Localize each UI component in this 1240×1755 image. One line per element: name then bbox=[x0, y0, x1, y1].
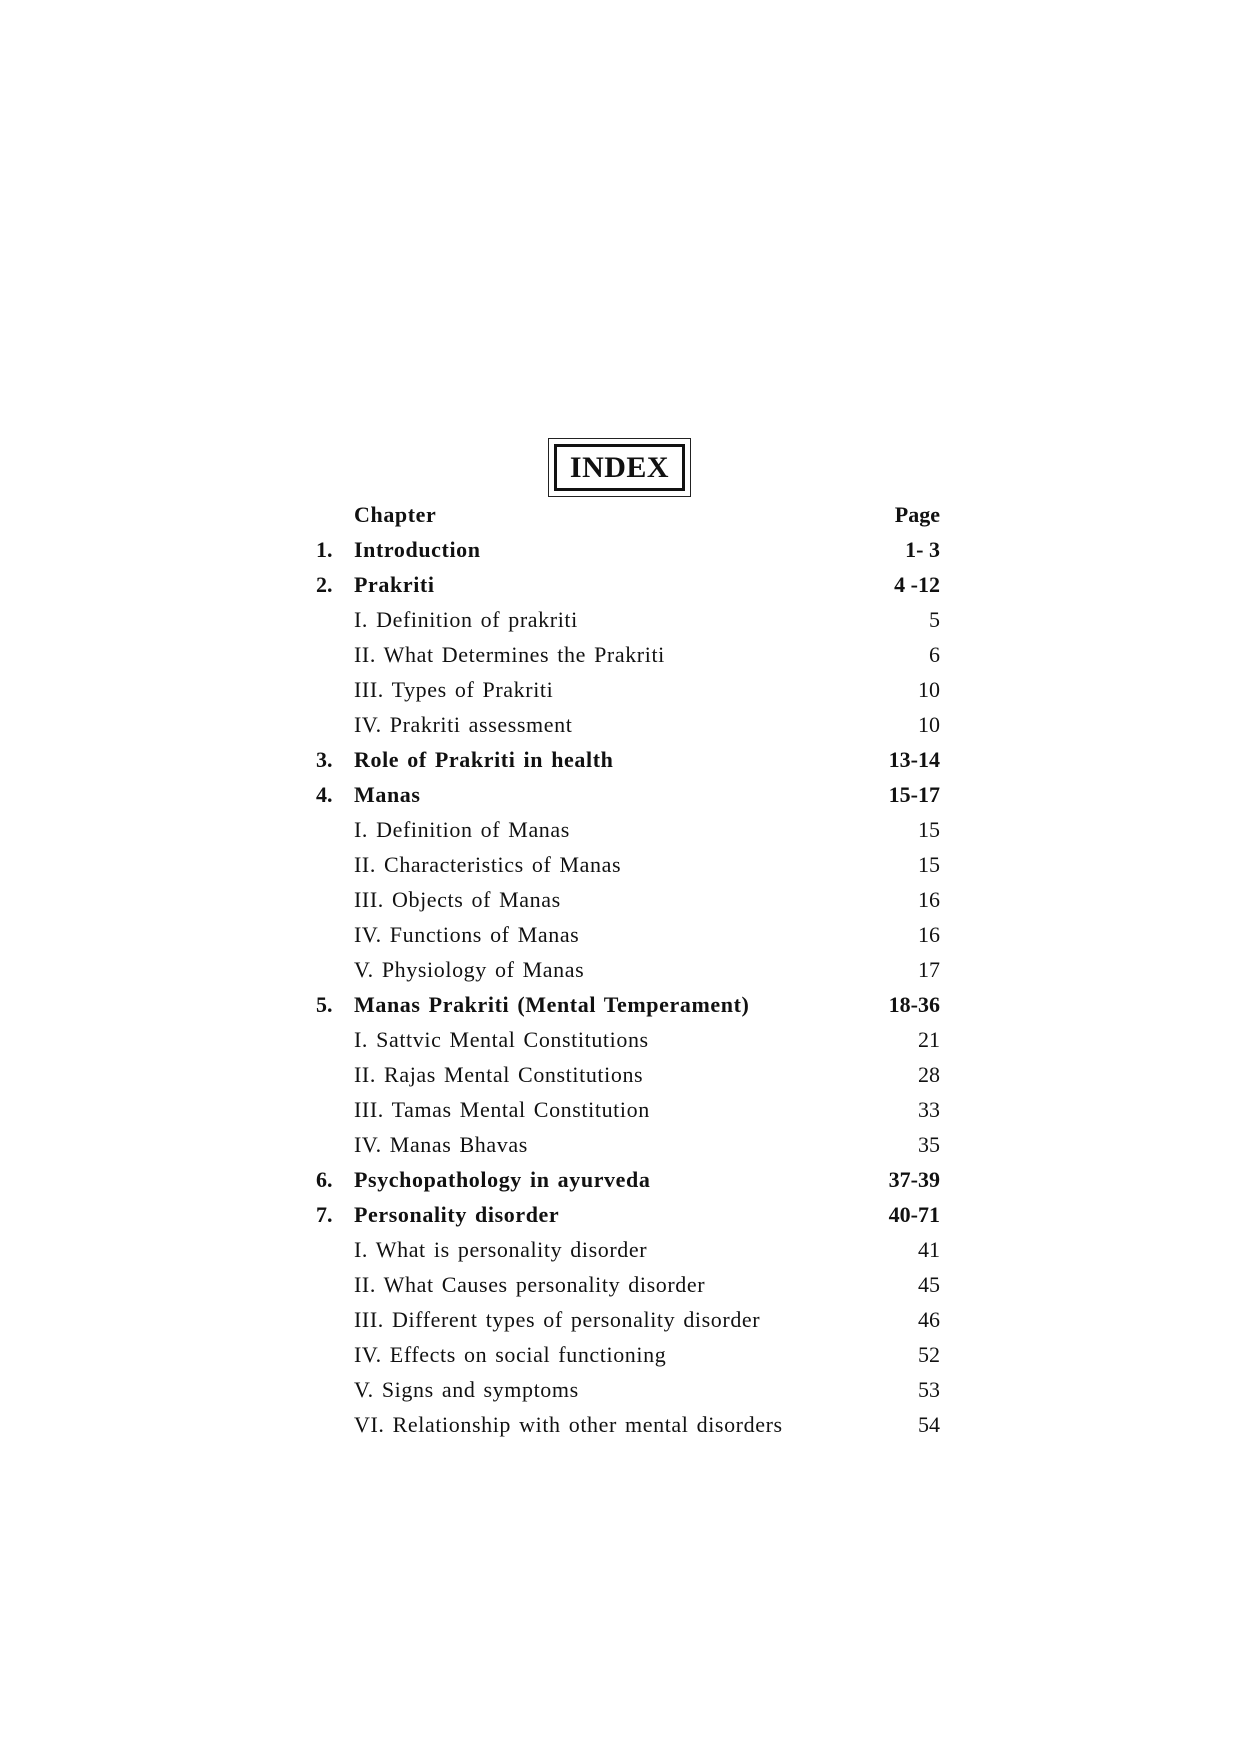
toc-section-row bbox=[316, 1407, 940, 1442]
table-of-contents bbox=[316, 497, 940, 1442]
page-number: 21 bbox=[918, 1027, 940, 1052]
chapter-number: 2. bbox=[316, 572, 333, 597]
page-number: 18-36 bbox=[888, 992, 940, 1017]
page-number: 15 bbox=[918, 817, 940, 842]
chapter-number: 7. bbox=[316, 1202, 333, 1227]
toc-section-row bbox=[316, 1092, 940, 1127]
page-number: 10 bbox=[918, 677, 940, 702]
page-number: 41 bbox=[918, 1237, 940, 1262]
toc-chapter-row bbox=[316, 1197, 940, 1232]
toc-chapter-row bbox=[316, 742, 940, 777]
chapter-number: 4. bbox=[316, 782, 333, 807]
toc-header bbox=[316, 497, 940, 532]
section-title: V. Physiology of Manas bbox=[354, 957, 585, 982]
toc-section-row bbox=[316, 1232, 940, 1267]
toc-section-row bbox=[316, 1127, 940, 1162]
chapter-title: Psychopathology in ayurveda bbox=[354, 1167, 651, 1192]
toc-section-row bbox=[316, 1372, 940, 1407]
page-column-header: Page bbox=[894, 502, 940, 527]
chapter-title: Manas bbox=[354, 782, 421, 807]
section-title: II. What Causes personality disorder bbox=[354, 1272, 706, 1297]
toc-section-row bbox=[316, 812, 940, 847]
section-title: VI. Relationship with other mental disorders bbox=[354, 1412, 783, 1437]
page-number: 16 bbox=[918, 922, 940, 947]
section-title: IV. Prakriti assessment bbox=[354, 712, 573, 737]
toc-section-row bbox=[316, 882, 940, 917]
page-number: 35 bbox=[918, 1132, 940, 1157]
chapter-number: 6. bbox=[316, 1167, 333, 1192]
toc-section-row bbox=[316, 707, 940, 742]
page-number: 5 bbox=[929, 607, 940, 632]
toc-section-row bbox=[316, 672, 940, 707]
index-title: INDEX bbox=[554, 444, 685, 491]
chapter-number: 5. bbox=[316, 992, 333, 1017]
page-number: 37-39 bbox=[888, 1167, 940, 1192]
section-title: III. Objects of Manas bbox=[354, 887, 561, 912]
chapter-title: Introduction bbox=[354, 537, 481, 562]
section-title: I. Sattvic Mental Constitutions bbox=[354, 1027, 649, 1052]
toc-section-row bbox=[316, 952, 940, 987]
toc-section-row bbox=[316, 917, 940, 952]
toc-section-row bbox=[316, 1057, 940, 1092]
page-number: 15 bbox=[918, 852, 940, 877]
toc-section-row bbox=[316, 1302, 940, 1337]
chapter-title: Role of Prakriti in health bbox=[354, 747, 614, 772]
page-number: 1- 3 bbox=[905, 537, 940, 562]
chapter-column-header: Chapter bbox=[354, 502, 437, 527]
toc-entries bbox=[316, 532, 940, 1442]
toc-section-row bbox=[316, 1022, 940, 1057]
page-number: 53 bbox=[918, 1377, 940, 1402]
section-title: IV. Manas Bhavas bbox=[354, 1132, 528, 1157]
chapter-number: 3. bbox=[316, 747, 333, 772]
page-number: 15-17 bbox=[888, 782, 940, 807]
section-title: I. Definition of Manas bbox=[354, 817, 570, 842]
section-title: IV. Functions of Manas bbox=[354, 922, 580, 947]
page-number: 28 bbox=[918, 1062, 940, 1087]
page-number: 13-14 bbox=[888, 747, 940, 772]
toc-section-row bbox=[316, 847, 940, 882]
section-title: II. Rajas Mental Constitutions bbox=[354, 1062, 644, 1087]
toc-chapter-row bbox=[316, 567, 940, 602]
chapter-title: Prakriti bbox=[354, 572, 435, 597]
toc-chapter-row bbox=[316, 777, 940, 812]
page-number: 17 bbox=[918, 957, 940, 982]
toc-section-row bbox=[316, 1267, 940, 1302]
page-number: 40-71 bbox=[888, 1202, 940, 1227]
page-number: 33 bbox=[918, 1097, 940, 1122]
toc-chapter-row bbox=[316, 1162, 940, 1197]
chapter-number: 1. bbox=[316, 537, 333, 562]
section-title: II. Characteristics of Manas bbox=[354, 852, 622, 877]
page-number: 46 bbox=[918, 1307, 940, 1332]
toc-chapter-row bbox=[316, 987, 940, 1022]
section-title: I. Definition of prakriti bbox=[354, 607, 578, 632]
section-title: III. Types of Prakriti bbox=[354, 677, 554, 702]
chapter-title: Manas Prakriti (Mental Temperament) bbox=[354, 992, 750, 1017]
section-title: IV. Effects on social functioning bbox=[354, 1342, 667, 1367]
page-number: 45 bbox=[918, 1272, 940, 1297]
toc-section-row bbox=[316, 1337, 940, 1372]
section-title: II. What Determines the Prakriti bbox=[354, 642, 665, 667]
page-number: 16 bbox=[918, 887, 940, 912]
page-number: 6 bbox=[929, 642, 940, 667]
toc-section-row bbox=[316, 637, 940, 672]
page-number: 52 bbox=[918, 1342, 940, 1367]
toc-section-row bbox=[316, 602, 940, 637]
section-title: I. What is personality disorder bbox=[354, 1237, 648, 1262]
section-title: III. Different types of personality disorder bbox=[354, 1307, 761, 1332]
section-title: V. Signs and symptoms bbox=[354, 1377, 579, 1402]
section-title: III. Tamas Mental Constitution bbox=[354, 1097, 650, 1122]
page-number: 4 -12 bbox=[894, 572, 940, 597]
chapter-title: Personality disorder bbox=[354, 1202, 560, 1227]
index-title-box bbox=[548, 438, 691, 497]
page-number: 10 bbox=[918, 712, 940, 737]
page-number: 54 bbox=[918, 1412, 940, 1437]
toc-chapter-row bbox=[316, 532, 940, 567]
